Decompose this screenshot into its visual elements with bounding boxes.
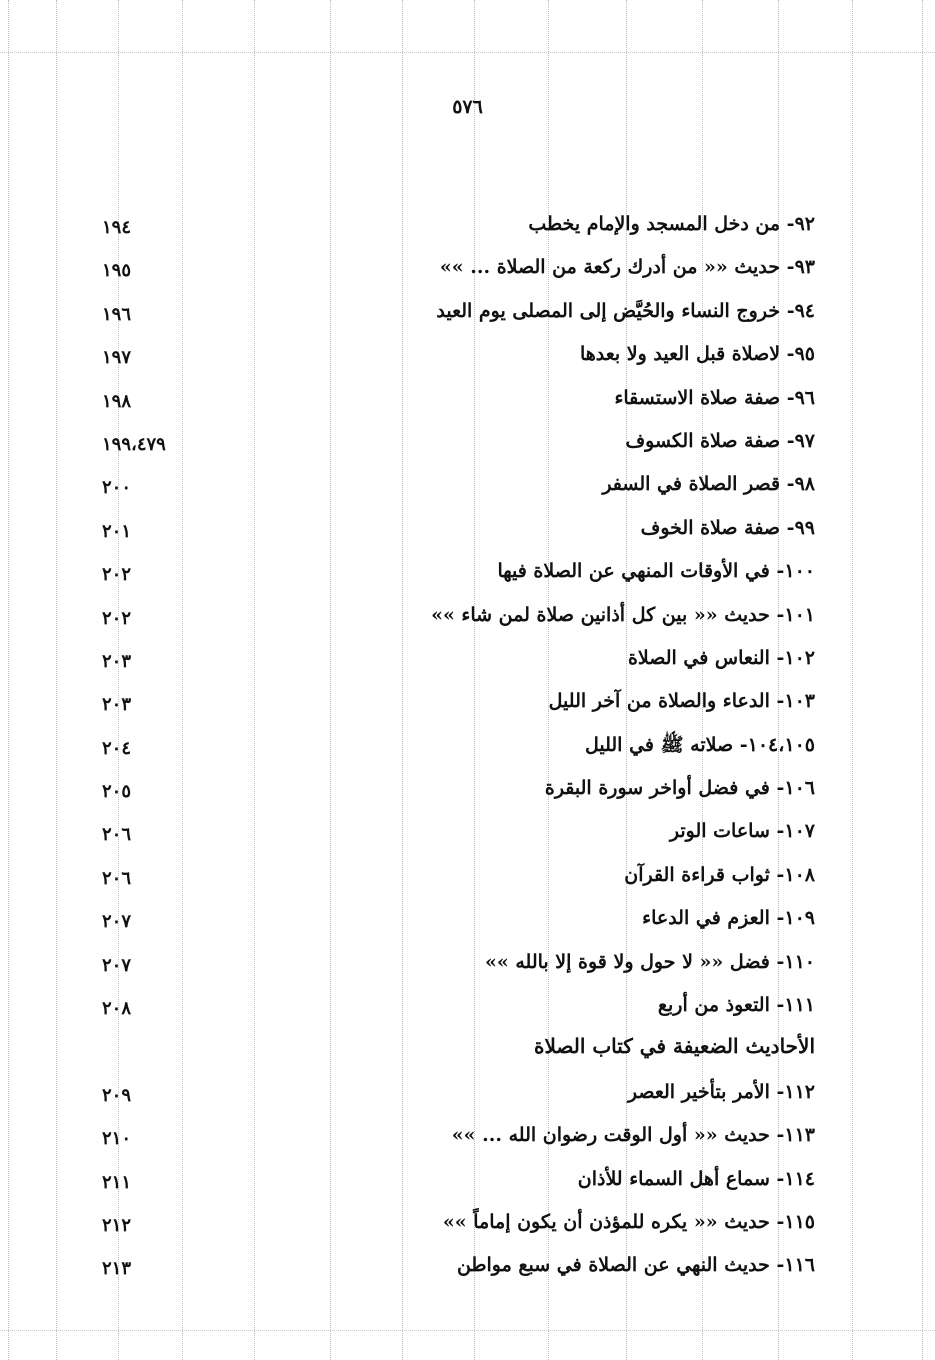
toc-entry: [90, 249, 815, 292]
entry-title: ٩٨- قصر الصلاة في السفر: [602, 473, 815, 496]
entry-title: ٩٣- حديث «« من أدرك ركعة من الصلاة ... »»: [439, 256, 815, 279]
entry-page-numbers: ١٩٥: [102, 260, 132, 282]
scan-guide-line: [852, 0, 853, 1360]
entry-title: ١١٣- حديث «« أول الوقت رضوان الله ... »»: [451, 1124, 815, 1147]
toc-entry: [90, 1247, 815, 1290]
toc-entry: [90, 510, 815, 553]
toc-entry: [90, 944, 815, 987]
entry-page-numbers: ١٩٨: [102, 390, 132, 412]
entry-page-numbers: ١٩٩،٤٧٩: [102, 433, 166, 455]
entry-page-numbers: ٢٠٠: [102, 477, 132, 499]
table-of-contents: [90, 206, 815, 1291]
toc-entry: [90, 206, 815, 249]
toc-entry: [90, 683, 815, 726]
section-heading: الأحاديث الضعيفة في كتاب الصلاة: [533, 1034, 815, 1059]
entry-title: ١٠٦- في فضل أواخر سورة البقرة: [544, 777, 815, 800]
scan-guide-line: [56, 0, 57, 1360]
entry-title: ١١٠- فضل «« لا حول ولا قوة إلا بالله »»: [484, 950, 815, 973]
entry-page-numbers: ٢٠٧: [102, 911, 132, 933]
toc-entry: [90, 987, 815, 1030]
entry-title: ١١٦- حديث النهي عن الصلاة في سبع مواطن: [456, 1254, 815, 1277]
entry-page-numbers: ٢٠٧: [102, 954, 132, 976]
toc-entry: [90, 597, 815, 640]
toc-entry: [90, 336, 815, 379]
entry-page-numbers: ٢١١: [102, 1171, 132, 1193]
toc-entry: [90, 380, 815, 423]
entry-page-numbers: ٢٠٤: [102, 737, 132, 759]
entry-title: ١١١- التعوذ من أربع: [657, 994, 815, 1017]
toc-entry: [90, 857, 815, 900]
entry-title: ١١٤- سماع أهل السماء للأذان: [577, 1167, 815, 1190]
entry-page-numbers: ٢٠٥: [102, 781, 132, 803]
entry-title: ١٠٤،١٠٥- صلاته ﷺ في الليل: [584, 733, 815, 756]
entry-title: ٩٥- لاصلاة قبل العيد ولا بعدها: [579, 343, 815, 366]
entry-title: ١٠٠- في الأوقات المنهي عن الصلاة فيها: [497, 560, 815, 583]
entry-title: ١١٥- حديث «« يكره للمؤذن أن يكون إماماً »»: [442, 1210, 815, 1233]
entry-page-numbers: ٢٠٨: [102, 998, 132, 1020]
entry-title: ١٠٢- النعاس في الصلاة: [627, 646, 815, 669]
entry-page-numbers: ٢٠٩: [102, 1084, 132, 1106]
entry-title: ١٠٧- ساعات الوتر: [669, 820, 815, 843]
toc-entry: [90, 1117, 815, 1160]
entry-title: ٩٩- صفة صلاة الخوف: [640, 516, 815, 539]
entry-title: ١٠٣- الدعاء والصلاة من آخر الليل: [548, 690, 815, 713]
page-number: ٥٧٦: [452, 96, 483, 118]
entry-page-numbers: ٢٠٢: [102, 564, 132, 586]
toc-entry: [90, 1161, 815, 1204]
toc-entry: [90, 813, 815, 856]
toc-entry: [90, 293, 815, 336]
toc-entry: [90, 640, 815, 683]
entry-page-numbers: ١٩٧: [102, 347, 132, 369]
entry-title: ٩٤- خروج النساء والحُيَّض إلى المصلى يوم العيد: [436, 299, 815, 322]
entry-title: ٩٢- من دخل المسجد والإمام يخطب: [528, 213, 815, 235]
entry-title: ٩٧- صفة صلاة الكسوف: [625, 429, 815, 452]
entry-title: ١٠١- حديث «« بين كل أذانين صلاة لمن شاء »»: [431, 603, 815, 626]
entry-page-numbers: ٢١٠: [102, 1128, 132, 1150]
entry-page-numbers: ١٩٤: [102, 217, 132, 238]
entry-page-numbers: ٢٠٣: [102, 694, 132, 716]
scan-guide-line: [922, 0, 923, 1360]
entry-page-numbers: ١٩٦: [102, 303, 132, 325]
toc-entry: [90, 1204, 815, 1247]
entry-page-numbers: ٢٠٢: [102, 607, 132, 629]
scan-guide-line: [0, 1330, 935, 1331]
entry-title: ٩٦- صفة صلاة الاستسقاء: [614, 386, 815, 409]
scan-guide-line: [0, 52, 935, 53]
toc-entry: [90, 423, 815, 466]
toc-entry: [90, 1074, 815, 1117]
toc-entry: [90, 466, 815, 509]
entry-page-numbers: ٢١٣: [102, 1258, 132, 1280]
entry-title: ١٠٨- ثواب قراءة القرآن: [624, 863, 815, 886]
entry-page-numbers: ٢١٢: [102, 1214, 132, 1236]
toc-entry: [90, 727, 815, 770]
entry-title: ١٠٩- العزم في الدعاء: [642, 907, 815, 930]
scan-guide-line: [8, 0, 9, 1360]
section-heading-row: [90, 1030, 815, 1073]
entry-page-numbers: ٢٠١: [102, 520, 132, 542]
entry-page-numbers: ٢٠٦: [102, 867, 132, 889]
toc-entry: [90, 553, 815, 596]
entry-page-numbers: ٢٠٣: [102, 650, 132, 672]
toc-entry: [90, 770, 815, 813]
entry-title: ١١٢- الأمر بتأخير العصر: [627, 1080, 815, 1103]
entry-page-numbers: ٢٠٦: [102, 824, 132, 846]
toc-entry: [90, 900, 815, 943]
